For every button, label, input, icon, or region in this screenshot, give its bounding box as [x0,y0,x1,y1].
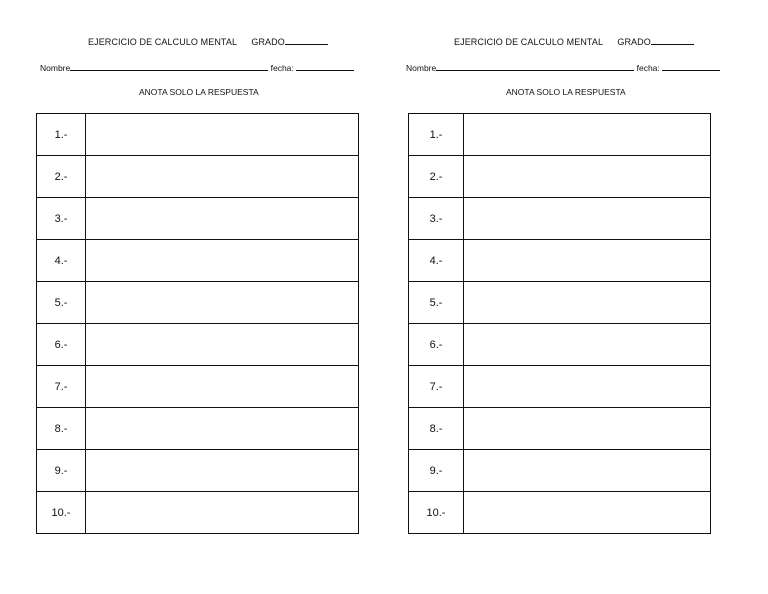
answer-cell[interactable] [86,240,359,282]
answer-row [409,492,711,534]
title-text: EJERCICIO DE CALCULO MENTAL [88,37,237,47]
answer-cell[interactable] [464,408,711,450]
answer-cell[interactable] [86,324,359,366]
instruction: ANOTA SOLO LA RESPUESTA [139,87,259,97]
question-number: 2.- [409,156,464,198]
answer-table [36,113,359,534]
answer-row [37,240,359,282]
grado-label: GRADO [617,37,651,47]
fecha-label: fecha: [270,63,294,73]
grado-label: GRADO [251,37,285,47]
answer-row [37,198,359,240]
answer-row [409,114,711,156]
question-number: 4.- [37,240,86,282]
answer-row [37,366,359,408]
answer-cell[interactable] [464,240,711,282]
question-number: 6.- [37,324,86,366]
fecha-blank[interactable] [296,62,354,71]
answer-cell[interactable] [464,450,711,492]
question-number: 3.- [37,198,86,240]
answer-row [409,408,711,450]
question-number: 1.- [409,114,464,156]
answer-row [409,156,711,198]
answer-row [409,240,711,282]
question-number: 5.- [37,282,86,324]
nombre-label: Nombre [406,63,437,73]
question-number: 4.- [409,240,464,282]
question-number: 10.- [409,492,464,534]
answer-cell[interactable] [86,156,359,198]
nombre-blank[interactable] [436,62,634,71]
answer-row [37,324,359,366]
answer-row [409,198,711,240]
question-number: 6.- [409,324,464,366]
answer-table [408,113,711,534]
answer-cell[interactable] [86,366,359,408]
grado-blank[interactable] [651,36,694,45]
answer-cell[interactable] [86,450,359,492]
answer-row [37,156,359,198]
answer-cell[interactable] [464,198,711,240]
answer-row [37,450,359,492]
question-number: 10.- [37,492,86,534]
answer-row [37,492,359,534]
answer-row [409,324,711,366]
instruction: ANOTA SOLO LA RESPUESTA [506,87,626,97]
name-date-line [406,62,720,73]
title-text: EJERCICIO DE CALCULO MENTAL [454,37,603,47]
worksheet-title [454,36,694,47]
answer-cell[interactable] [464,324,711,366]
answer-cell[interactable] [464,282,711,324]
question-number: 7.- [37,366,86,408]
answer-cell[interactable] [86,408,359,450]
question-number: 8.- [37,408,86,450]
answer-row [409,366,711,408]
worksheet-title [88,36,328,47]
answer-row [37,114,359,156]
question-number: 3.- [409,198,464,240]
question-number: 1.- [37,114,86,156]
answer-cell[interactable] [464,366,711,408]
question-number: 9.- [409,450,464,492]
answer-row [37,408,359,450]
answer-row [37,282,359,324]
answer-cell[interactable] [86,198,359,240]
answer-cell[interactable] [464,156,711,198]
answer-cell[interactable] [86,114,359,156]
question-number: 9.- [37,450,86,492]
answer-cell[interactable] [86,492,359,534]
nombre-label: Nombre [40,63,71,73]
answer-row [409,282,711,324]
question-number: 8.- [409,408,464,450]
nombre-blank[interactable] [70,62,268,71]
grado-blank[interactable] [285,36,328,45]
answer-cell[interactable] [86,282,359,324]
answer-row [409,450,711,492]
fecha-label: fecha: [636,63,660,73]
name-date-line [40,62,354,73]
answer-cell[interactable] [464,114,711,156]
question-number: 2.- [37,156,86,198]
fecha-blank[interactable] [662,62,720,71]
answer-cell[interactable] [464,492,711,534]
question-number: 7.- [409,366,464,408]
question-number: 5.- [409,282,464,324]
